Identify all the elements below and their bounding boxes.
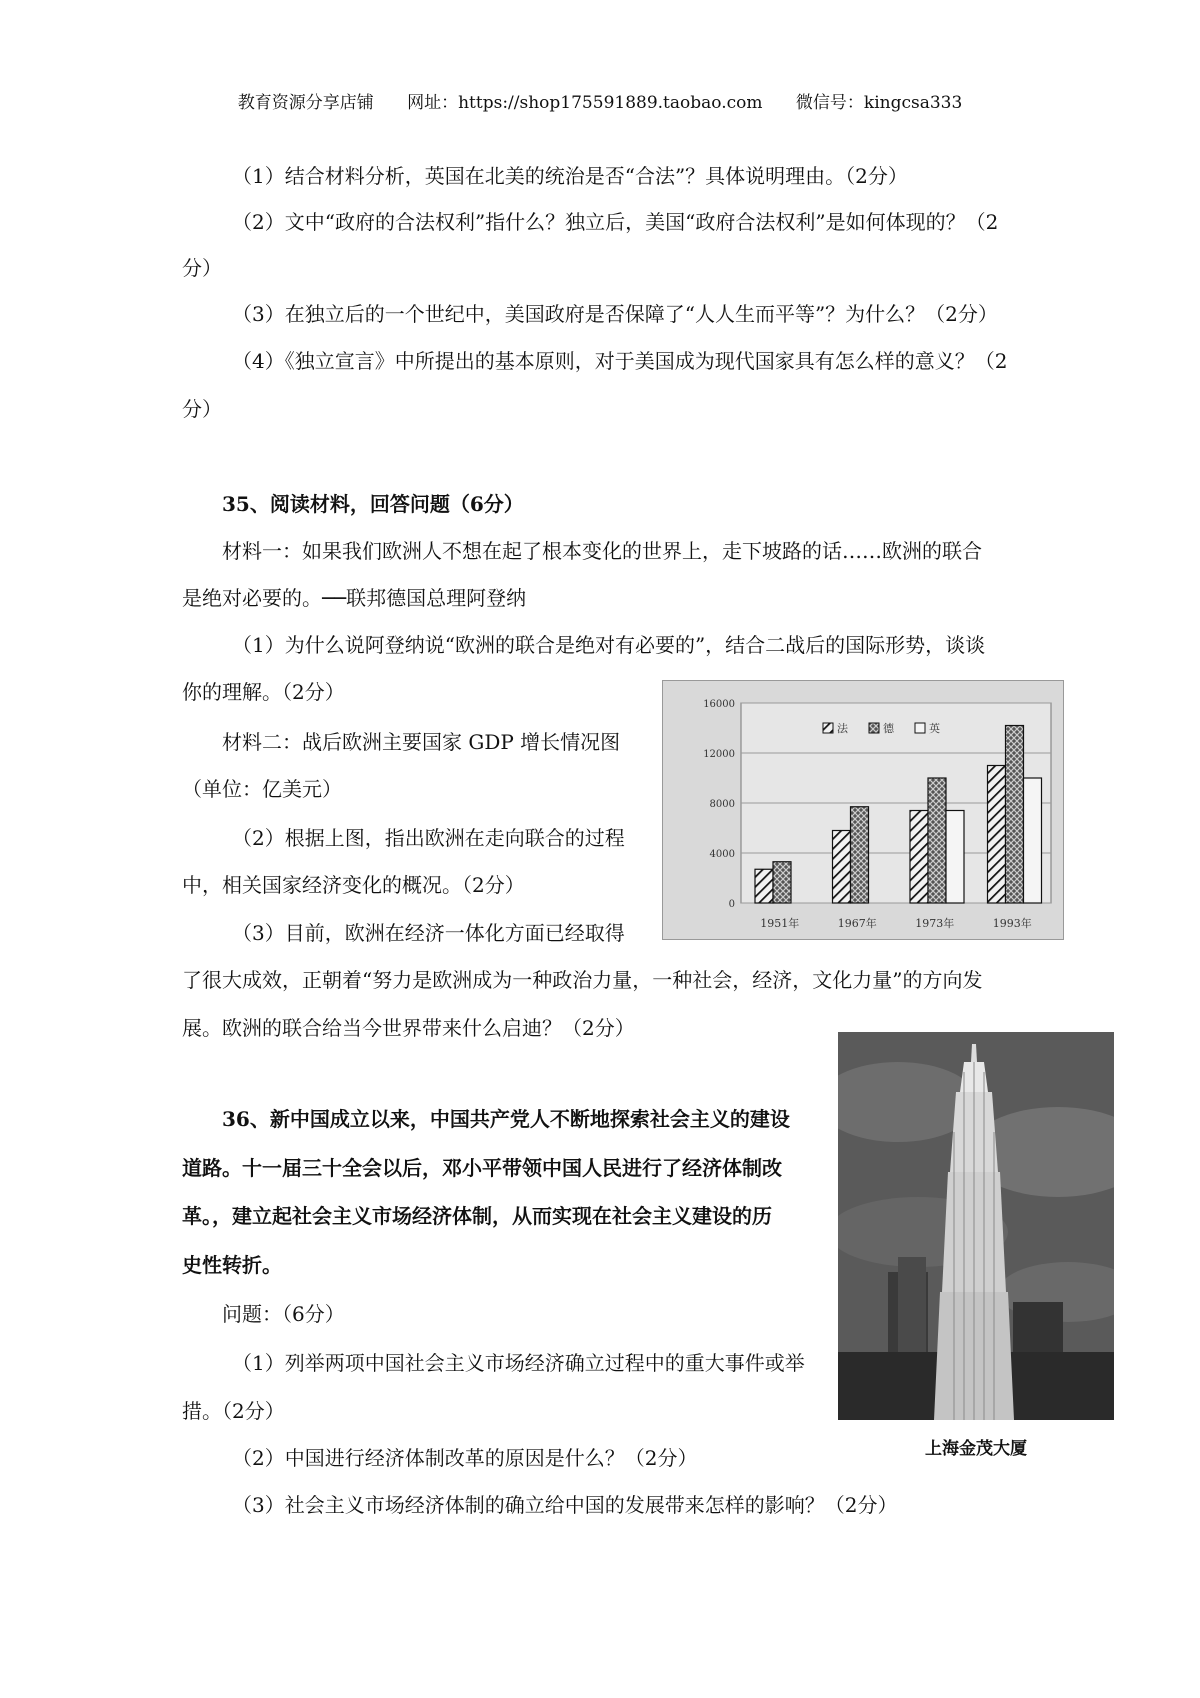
y-tick-label: 0 — [728, 899, 735, 910]
legend-label: 法 — [837, 722, 848, 735]
q35-material-1-cont: 是绝对必要的。──联邦德国总理阿登纳 — [182, 586, 527, 610]
q36-intro-line-3: 革。，建立起社会主义市场经济体制，从而实现在社会主义建设的历 — [182, 1204, 772, 1228]
q35-material-1: 材料一：如果我们欧洲人不想在起了根本变化的世界上，走下坡路的话……欧洲的联合 — [222, 539, 982, 563]
q36-question-2: （2）中国进行经济体制改革的原因是什么？（2分） — [232, 1446, 698, 1470]
legend-swatch-英 — [915, 723, 925, 733]
q35-question-2: （2）根据上图，指出欧洲在走向联合的过程 — [232, 826, 625, 850]
bar-法 — [910, 811, 928, 904]
q35-question-3-end: 展。欧洲的联合给当今世界带来什么启迪？（2分） — [182, 1016, 635, 1040]
jinmao-tower-photo — [838, 1032, 1114, 1420]
q35-question-3-cont: 了很大成效，正朝着“努力是欧洲成为一种政治力量，一种社会，经济，文化力量”的方向发 — [182, 968, 983, 992]
shop-name: 教育资源分享店铺 — [237, 93, 374, 113]
y-tick-label: 16000 — [703, 699, 735, 710]
q36-question-1-cont: 措。（2分） — [182, 1399, 285, 1423]
x-tick-label: 1951年 — [760, 917, 800, 930]
bar-英 — [946, 811, 964, 904]
y-tick-label: 8000 — [709, 799, 735, 810]
bar-法 — [988, 766, 1006, 904]
q35-title: 35、阅读材料，回答问题（6分） — [222, 492, 524, 516]
q35-material-2-unit: （单位：亿美元） — [182, 777, 342, 801]
q35-question-1-cont: 你的理解。（2分） — [182, 680, 345, 704]
q36-intro-line-2: 道路。十一届三十全会以后，邓小平带领中国人民进行了经济体制改 — [182, 1156, 782, 1180]
q36-intro-line-4: 史性转折。 — [182, 1253, 282, 1277]
bar-法 — [833, 831, 851, 904]
bar-德 — [773, 862, 791, 903]
q34-question-3: （3）在独立后的一个世纪中，美国政府是否保障了“人人生而平等”？为什么？（2分） — [232, 302, 998, 326]
y-tick-label: 4000 — [709, 849, 735, 860]
q36-question-header: 问题：（6分） — [222, 1302, 345, 1326]
legend-label: 德 — [883, 722, 894, 735]
bar-德 — [1006, 726, 1024, 904]
x-tick-label: 1973年 — [915, 917, 955, 930]
y-tick-label: 12000 — [703, 749, 735, 760]
gdp-chart-svg — [663, 681, 1063, 939]
page-header — [0, 88, 1200, 113]
bar-英 — [1024, 778, 1042, 903]
gdp-chart — [662, 680, 1064, 940]
bar-法 — [755, 869, 773, 903]
bar-德 — [851, 807, 869, 903]
legend-swatch-法 — [823, 723, 833, 733]
wechat-id: 微信号：kingcsa333 — [795, 93, 963, 113]
bar-德 — [928, 778, 946, 903]
q36-question-1: （1）列举两项中国社会主义市场经济确立过程中的重大事件或举 — [232, 1351, 805, 1375]
q35-material-2: 材料二：战后欧洲主要国家 GDP 增长情况图 — [222, 730, 621, 754]
tower-photo-svg — [838, 1032, 1114, 1420]
q36-question-3: （3）社会主义市场经济体制的确立给中国的发展带来怎样的影响？（2分） — [232, 1493, 898, 1517]
photo-caption: 上海金茂大厦 — [925, 1439, 1027, 1459]
q35-question-1: （1）为什么说阿登纳说“欧洲的联合是绝对有必要的”，结合二战后的国际形势，谈谈 — [232, 633, 986, 657]
shop-url: 网址：https://shop175591889.taobao.com — [407, 93, 763, 113]
legend-label: 英 — [929, 722, 940, 735]
x-tick-label: 1967年 — [837, 917, 877, 930]
q34-question-4: （4）《独立宣言》中所提出的基本原则，对于美国成为现代国家具有怎么样的意义？（2 — [232, 349, 1008, 373]
q34-question-1: （1）结合材料分析，英国在北美的统治是否“合法”？具体说明理由。（2分） — [232, 164, 908, 188]
q34-question-4-cont: 分） — [182, 397, 222, 421]
q35-question-2-cont: 中，相关国家经济变化的概况。（2分） — [182, 873, 525, 897]
legend-swatch-德 — [869, 723, 879, 733]
q34-question-2: （2）文中“政府的合法权利”指什么？独立后，美国“政府合法权利”是如何体现的？（2 — [232, 210, 999, 234]
q35-question-3: （3）目前，欧洲在经济一体化方面已经取得 — [232, 921, 625, 945]
q36-intro: 36、新中国成立以来，中国共产党人不断地探索社会主义的建设 — [222, 1107, 790, 1131]
x-tick-label: 1993年 — [992, 917, 1032, 930]
q34-question-2-cont: 分） — [182, 256, 222, 280]
